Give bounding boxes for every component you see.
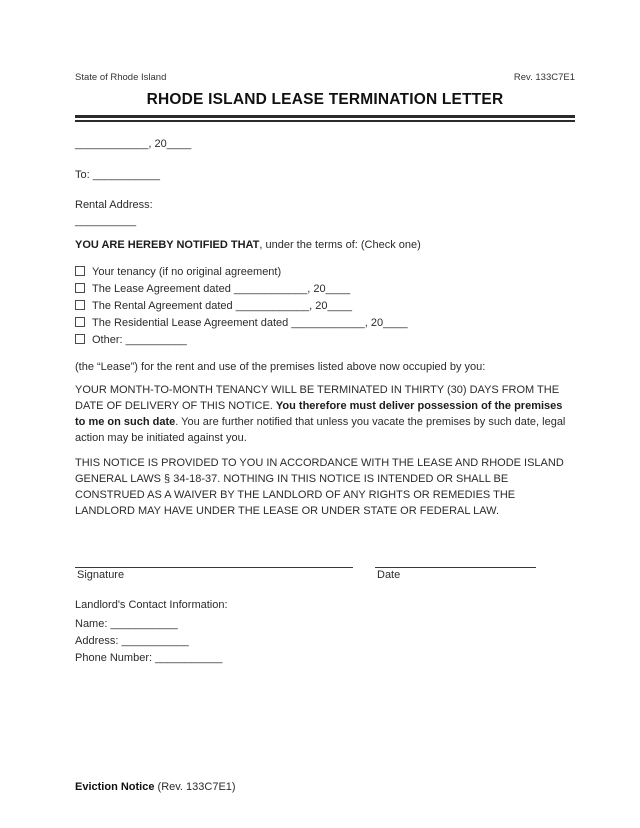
lease-intro-paragraph: (the “Lease”) for the rent and use of the premises listed above now occupied by you: bbox=[75, 361, 486, 373]
signature-column bbox=[75, 567, 353, 583]
legal-paragraph: THIS NOTICE IS PROVIDED TO YOU IN ACCORDANCE WITH THE LEASE AND RHODE ISLAND GENERAL LAWS § 34-18-37. NOTHING IN THIS NOTICE IS INTENDED OR SHALL BE CONSTRUED AS A WAIVER BY THE LANDLORD OF ANY RIGHTS OR REMEDIES THE LANDLORD MAY HAVE UNDER THE LEASE OR UNDER STATE OR FEDERAL LAW. bbox=[75, 457, 564, 517]
option-tenancy-label: Your tenancy (if no original agreement) bbox=[92, 266, 282, 278]
landlord-address-line: Address: ___________ bbox=[75, 635, 189, 647]
rental-address-label: Rental Address: bbox=[75, 199, 153, 211]
date-blank-line: ____________, 20____ bbox=[75, 138, 192, 150]
state-label: State of Rhode Island bbox=[75, 72, 167, 83]
termination-bold-text: You therefore must deliver possession of the premises to me on such date bbox=[75, 400, 563, 428]
date-label: Date bbox=[377, 569, 401, 581]
checkbox-lease-agreement-icon[interactable] bbox=[75, 283, 85, 293]
option-rental-agreement-label: The Rental Agreement dated ____________, 20____ bbox=[92, 300, 352, 312]
date-column bbox=[375, 567, 536, 583]
option-tenancy bbox=[75, 264, 575, 281]
termination-text-2: . You are further notified that unless you vacate the premises by such date, legal action may be initiated against you. bbox=[75, 416, 566, 444]
option-rental-agreement bbox=[75, 298, 575, 315]
document-footer bbox=[75, 779, 236, 795]
notified-bold-text: YOU ARE HEREBY NOTIFIED THAT bbox=[75, 239, 260, 251]
option-residential-lease-label: The Residential Lease Agreement dated ____________, 20____ bbox=[92, 317, 408, 329]
landlord-contact-heading: Landlord's Contact Information: bbox=[75, 599, 228, 611]
revision-label: Rev. 133C7E1 bbox=[513, 72, 575, 83]
footer-title: Eviction Notice bbox=[75, 781, 155, 793]
to-line: To: ___________ bbox=[75, 169, 161, 181]
signature-label: Signature bbox=[77, 569, 125, 581]
footer-revision: (Rev. 133C7E1) bbox=[154, 781, 236, 793]
page-title: RHODE ISLAND LEASE TERMINATION LETTER bbox=[146, 91, 504, 108]
option-residential-lease-agreement bbox=[75, 315, 575, 332]
title-rule bbox=[75, 115, 575, 122]
checkbox-rental-agreement-icon[interactable] bbox=[75, 300, 85, 310]
checkbox-residential-lease-icon[interactable] bbox=[75, 317, 85, 327]
check-one-options bbox=[75, 264, 575, 349]
document-content bbox=[75, 72, 575, 667]
signature-section bbox=[75, 567, 575, 583]
termination-text-1: YOUR MONTH-TO-MONTH TENANCY WILL BE TERMINATED IN THIRTY (30) DAYS FROM THE DATE OF DELIVERY OF THIS NOTICE. bbox=[75, 384, 560, 412]
option-other-label: Other: __________ bbox=[92, 334, 187, 346]
landlord-phone-line: Phone Number: ___________ bbox=[75, 652, 223, 664]
option-lease-agreement-label: The Lease Agreement dated ____________, 20____ bbox=[92, 283, 351, 295]
landlord-name-line: Name: ___________ bbox=[75, 618, 178, 630]
notified-rest-text: , under the terms of: (Check one) bbox=[259, 239, 421, 251]
option-lease-agreement bbox=[75, 281, 575, 298]
termination-paragraph bbox=[75, 382, 575, 446]
checkbox-other-icon[interactable] bbox=[75, 334, 85, 344]
document-header bbox=[75, 72, 575, 84]
notified-line bbox=[75, 237, 575, 253]
rental-address-blank: __________ bbox=[75, 215, 137, 227]
checkbox-tenancy-icon[interactable] bbox=[75, 266, 85, 276]
option-other bbox=[75, 332, 575, 349]
